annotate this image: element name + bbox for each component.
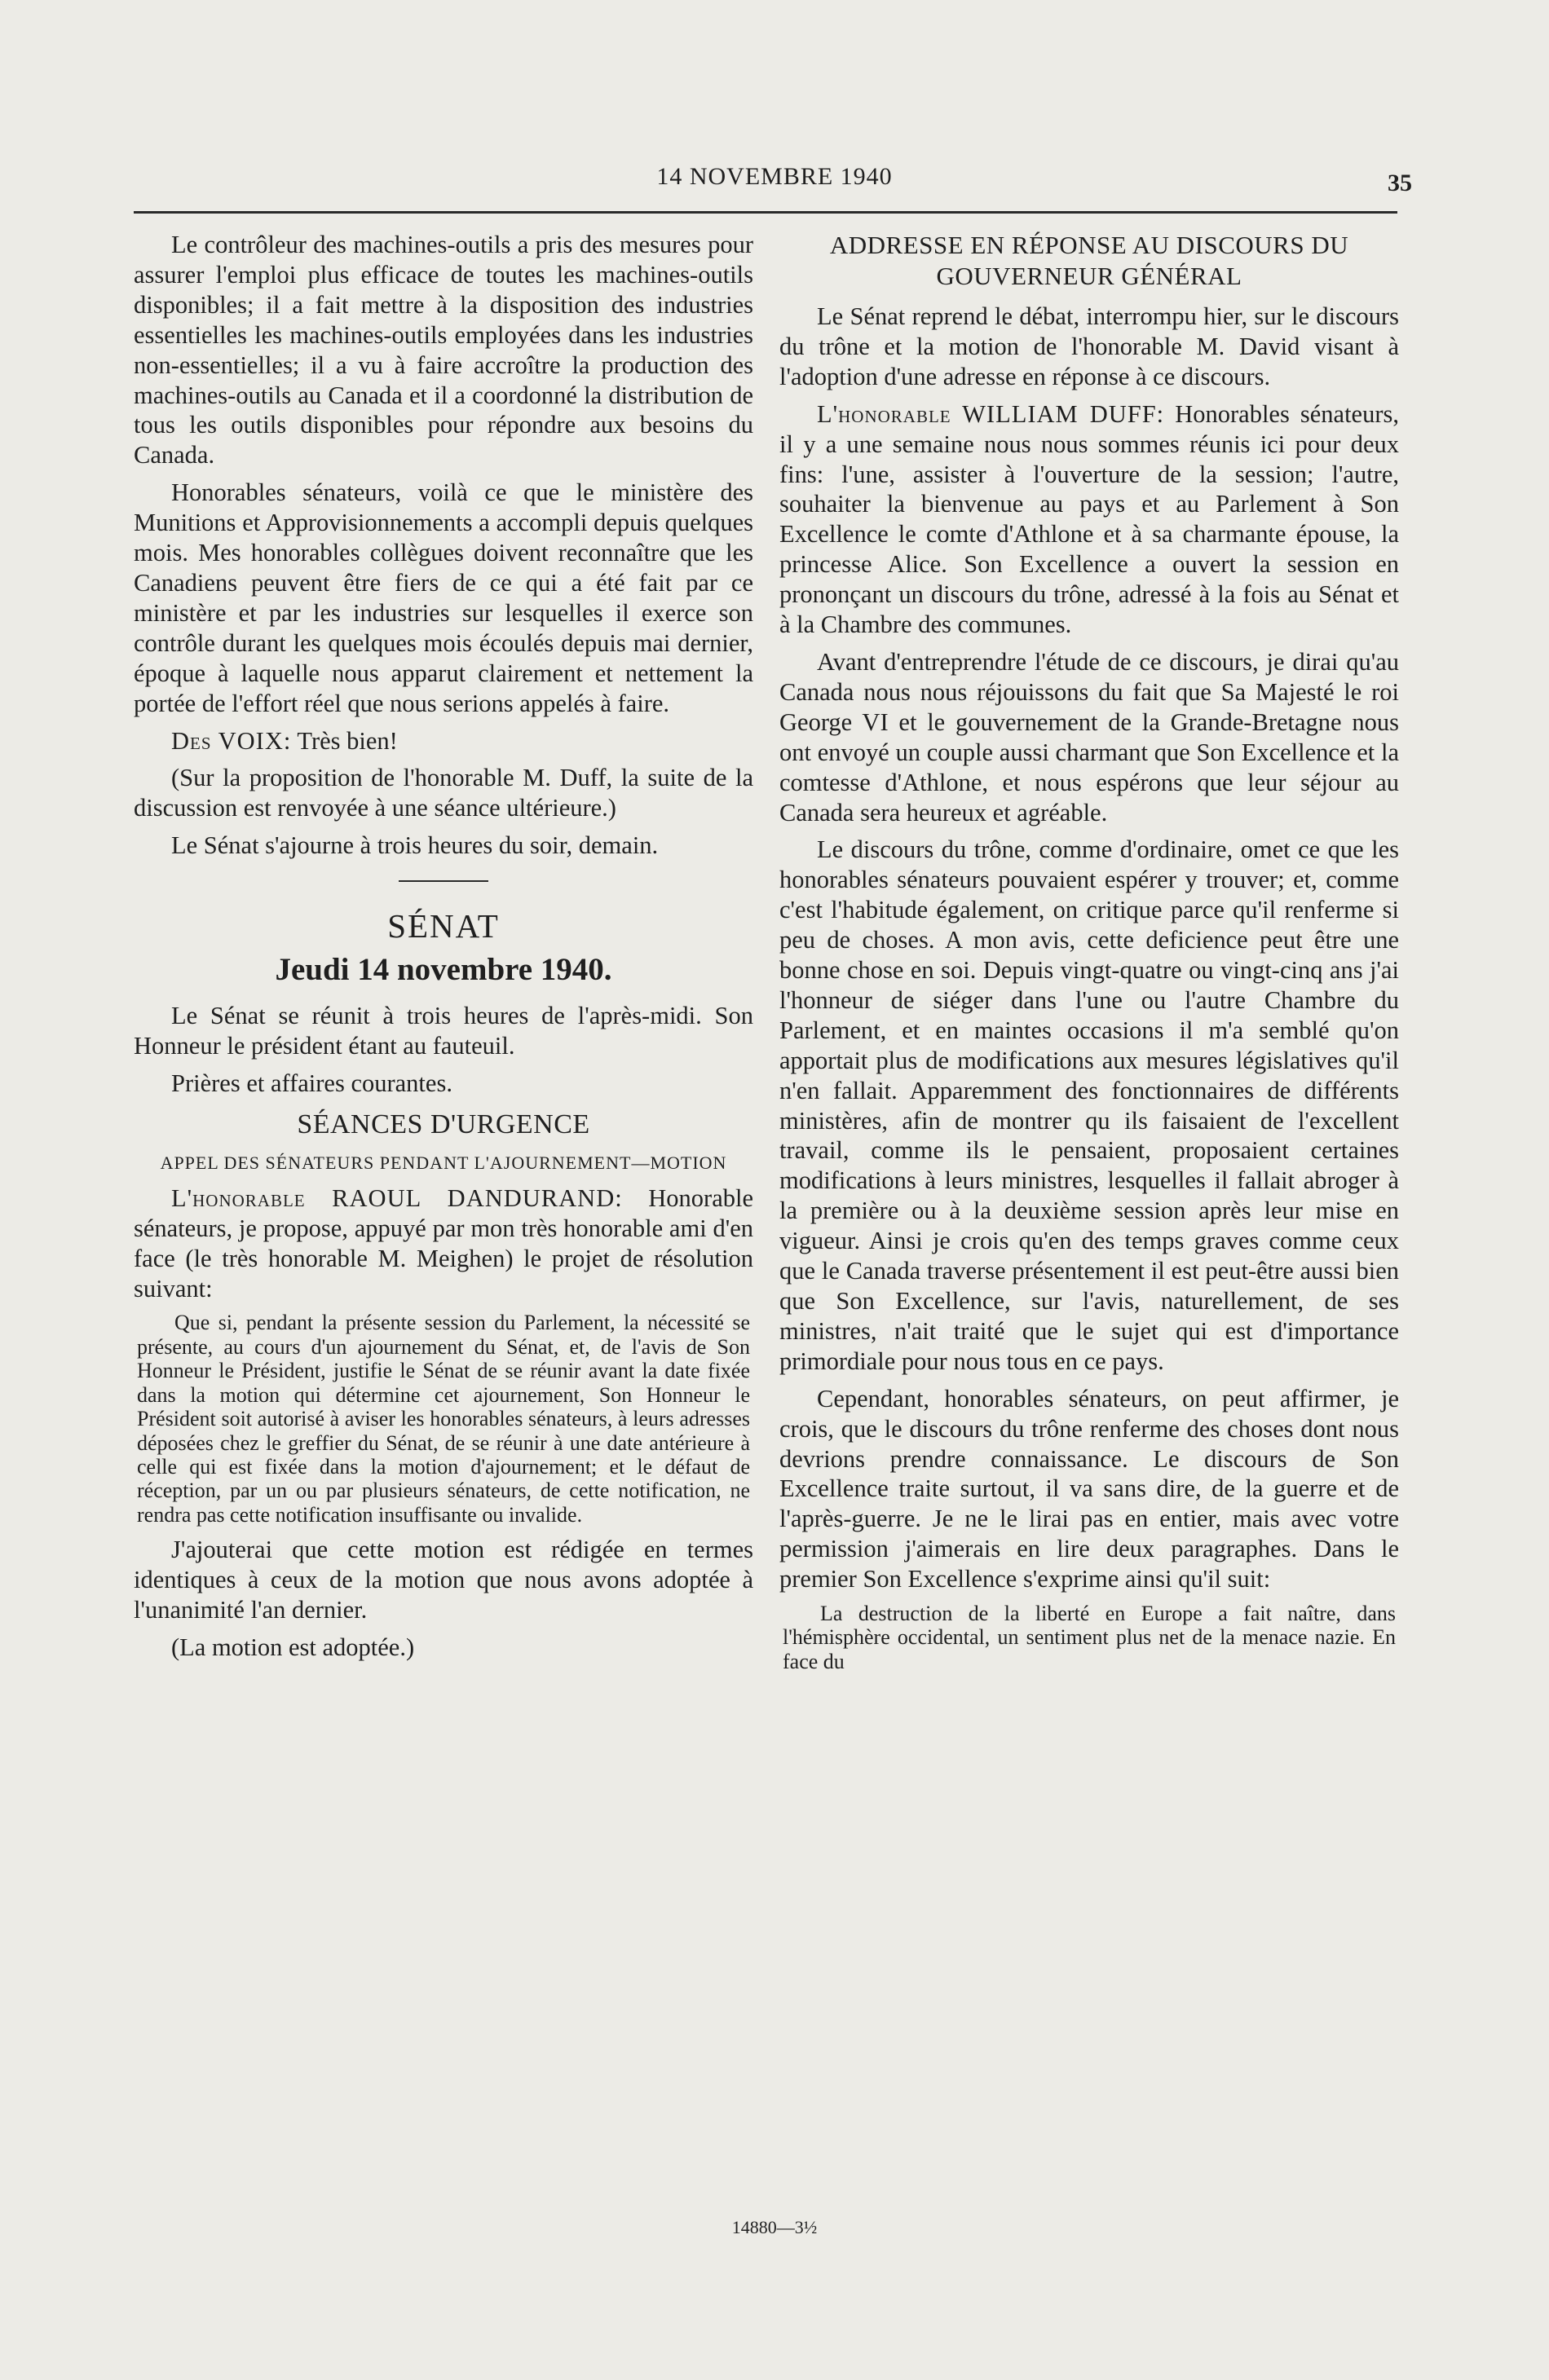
paragraph: Le Sénat reprend le débat, interrompu hier, sur le discours du trône et la motion de l'honorable M. David visant à l'adoption d'une adresse en réponse à ce discours. <box>779 302 1399 390</box>
speech-quote <box>779 1602 1399 1673</box>
paragraph: (La motion est adoptée.) <box>171 1633 415 1661</box>
speaker-name: Des VOIX: <box>171 726 292 755</box>
debate-heading: ADDRESSE EN RÉPONSE AU DISCOURS DU GOUVERNEUR GÉNÉRAL <box>829 231 1349 290</box>
quote-text: La destruction de la liberté en Europe a fait naître, dans l'hémisphère occidental, un sentiment plus net de la menace nazie. En face du <box>783 1602 1396 1673</box>
right-column <box>779 230 1399 1681</box>
speaker-name: L'honorable WILLIAM DUFF: <box>817 399 1165 428</box>
speech-text: Très bien! <box>291 726 398 755</box>
paragraph: J'ajouterai que cette motion est rédigée en termes identiques à ceux de la motion que nous avons adoptée à l'unanimité l'an dernier. <box>134 1536 753 1624</box>
running-head: 14 NOVEMBRE 1940 <box>656 163 893 190</box>
paragraph: Prières et affaires courantes. <box>171 1069 452 1097</box>
left-column <box>134 230 753 1670</box>
paragraph <box>134 726 753 756</box>
section-title: SÉNAT <box>387 907 500 945</box>
speech-text: Honorable sénateurs, je propose, appuyé par mon très honorable ami d'en face (le très honorable M. Meighen) le projet de résolution suivant: <box>134 1183 753 1302</box>
printer-signature: 14880—3½ <box>731 2217 818 2237</box>
paragraph: Cependant, honorables sénateurs, on peut affirmer, je crois, que le discours du trône renferme des choses dont nous devrions prendre connaissance. Le discours de Son Excellence traite surtout, il va sans dire, de la guerre et de l'après-guerre. Je ne le lirai pas en entier, mais avec votre permission j'aimerais en lire deux paragraphes. Dans le premier Son Excellence s'exprime ainsi qu'il suit: <box>779 1384 1399 1593</box>
paragraph: Le Sénat se réunit à trois heures de l'après-midi. Son Honneur le président étant au fauteuil. <box>134 1002 753 1060</box>
paragraph <box>779 399 1399 640</box>
paragraph: Le discours du trône, comme d'ordinaire, omet ce que les honorables sénateurs pouvaient espérer y trouver; et, comme c'est l'habitude également, on critique parce qu'il renferme si peu de choses. A mon avis, cette deficience peut être une bonne chose en soi. Depuis vingt-quatre ou vingt-cinq ans j'ai l'honneur de siéger dans l'une ou l'autre Chambre du Parlement, et en maintes occasions il m'a semblé qu'on apportait plus de modifications aux mesures législatives qu'il n'en fallait. Apparemment des fonctionnaires de différents ministères, afin de montrer qu ils faisaient de l'excellent travail, comme ils le pensaient, proposaient certaines modifications à leurs ministres, lesquelles il fallait abroger à la première ou à la deuxième session après leur mise en vigueur. Ainsi je crois qu'en des temps graves comme ceux que le Canada traverse présentement il est peut-être aussi bien que Son Excellence, sur l'avis, naturellement, de ses ministres, n'ait traité que le sujet qui est d'importance primordiale pour nous tous en ce pays. <box>779 835 1399 1375</box>
speaker-name: L'honorable RAOUL DANDURAND: <box>171 1183 623 1212</box>
subsection-heading: SÉANCES D'URGENCE <box>297 1108 590 1139</box>
speech-text: Honorables sénateurs, il y a une semaine nous nous sommes réunis ici pour deux fins: l'une, assister à l'ouverture de la session; l'autre, souhaiter la bienvenue au pays et au Parlement à Son Excellence le comte d'Athlone et à sa charmante épouse, la princesse Alice. Son Excellence a ouvert la session en prononçant un discours du trône, adressé à la fois au Sénat et à la Chambre des communes. <box>779 399 1399 639</box>
paragraph: Avant d'entreprendre l'étude de ce discours, je dirai qu'au Canada nous nous réjouissons du fait que Sa Majesté le roi George VI et le gouvernement de la Grande-Bretagne nous ont envoyé un couple aussi charmant que Son Excellence et la comtesse d'Athlone, et nous espérons que leur séjour au Canada sera heureux et agréable. <box>779 647 1399 826</box>
paragraph: (Sur la proposition de l'honorable M. Duff, la suite de la discussion est renvoyée à une séance ultérieure.) <box>134 764 753 822</box>
header-rule <box>134 211 1397 214</box>
page-number: 35 <box>1388 170 1412 196</box>
paragraph: Le contrôleur des machines-outils a pris des mesures pour assurer l'emploi plus efficace de toutes les machines-outils disponibles; il a fait mettre à la disposition des industries essentielles les machines-outils employées dans les industries non-essentielles; il a vu à faire accroître la production des machines-outils au Canada et il a coordonné la distribution de tous les outils disponibles pour répondre aux besoins du Canada. <box>134 231 753 469</box>
section-divider <box>399 880 488 882</box>
paragraph <box>134 1183 753 1304</box>
resolution-quote <box>134 1311 753 1527</box>
paragraph: Le Sénat s'ajourne à trois heures du soir, demain. <box>171 831 659 860</box>
quote-text: Que si, pendant la présente session du Parlement, la nécessité se présente, au cours d'un ajournement du Sénat, et, de l'avis de Son Honneur le Président, justifie le Sénat de se réunir avant la date fixée dans la motion qui détermine cet ajournement, Son Honneur le Président soit autorisé à aviser les honorables sénateurs, à leurs adresses déposées chez le greffier du Sénat, de se réunir à une date antérieure à celle qui est fixée dans la motion d'ajournement; et le défaut de réception, par un ou par plusieurs sénateurs, de cette notification, ne rendra pas cette notification insuffisante ou invalide. <box>137 1311 750 1527</box>
paragraph: Honorables sénateurs, voilà ce que le ministère des Munitions et Approvisionnements a accompli depuis quelques mois. Mes honorables collègues doivent reconnaître que les Canadiens peuvent être fiers de ce qui a été fait par ce ministère et par les industries sur lesquelles il exerce son contrôle durant les quelques mois écoulés depuis mai dernier, époque à laquelle nous apparut clairement et nettement la portée de l'effort réel que nous serions appelés à faire. <box>134 478 753 717</box>
motion-heading: APPEL DES SÉNATEURS PENDANT L'AJOURNEMENT—MOTION <box>160 1152 727 1173</box>
section-date: Jeudi 14 novembre 1940. <box>275 952 612 988</box>
